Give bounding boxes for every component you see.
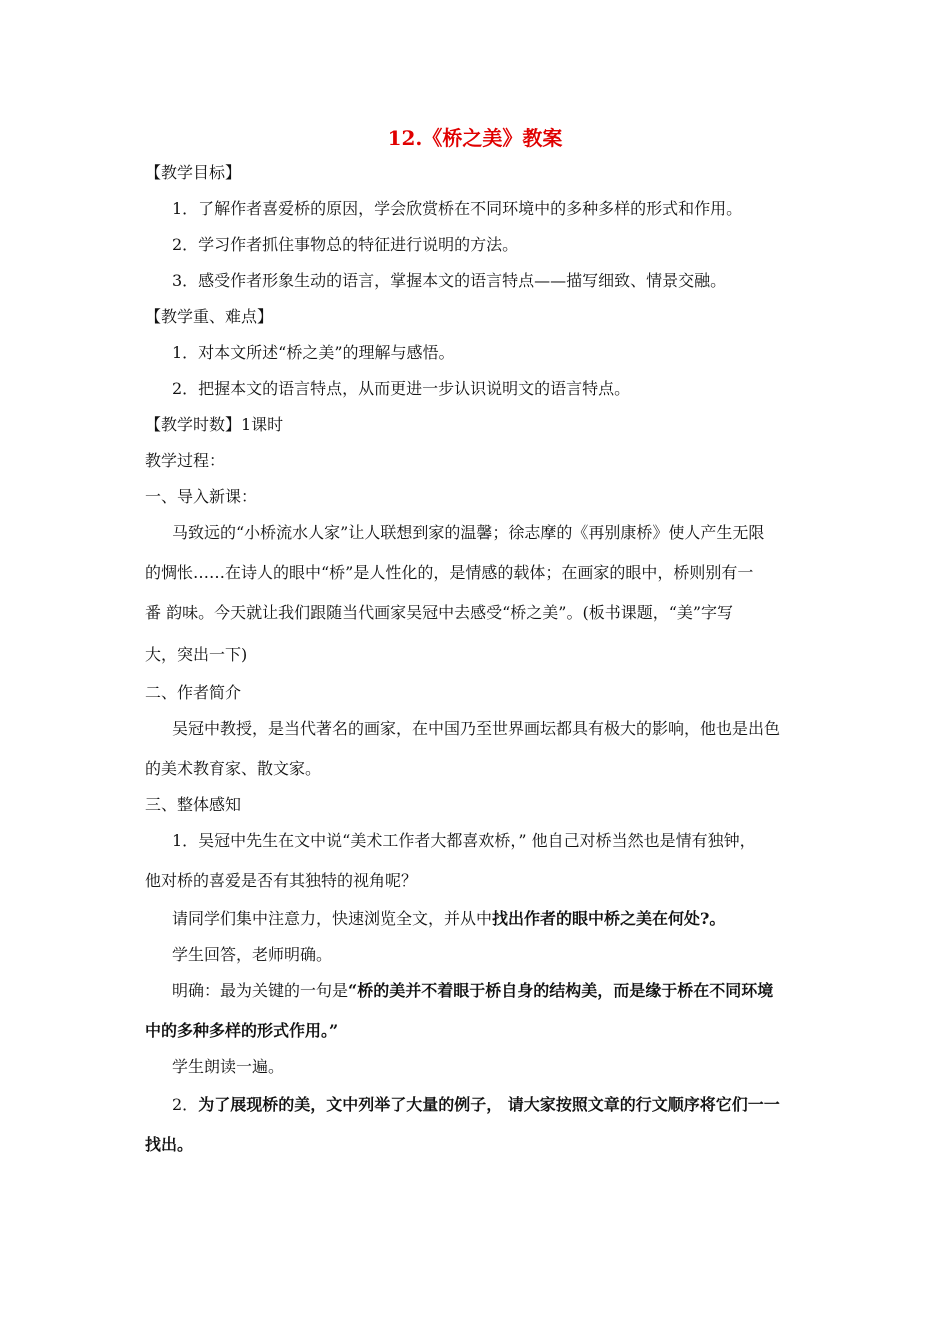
overall-heading: 三、整体感知 (145, 795, 242, 814)
clarify-line (172, 978, 812, 1004)
process-heading: 教学过程： (145, 451, 226, 470)
key-point-item: 1．对本文所述“桥之美”的理解与感悟。 (172, 343, 455, 362)
teaching-hours: 【教学时数】1课时 (145, 415, 284, 434)
key-point-item: 2．把握本文的语言特点，从而更进一步认识说明文的语言特点。 (172, 379, 631, 398)
instruction-emphasis: 找出作者的眼中桥之美在何处?。 (492, 909, 726, 928)
goal-item: 3．感受作者形象生动的语言，掌握本文的语言特点——描写细致、情景交融。 (172, 271, 727, 290)
intro-line: 番 韵味。今天就让我们跟随当代画家吴冠中去感受“桥之美”。(板书课题，“美”字写 (145, 603, 734, 622)
author-heading: 二、作者简介 (145, 683, 242, 702)
key-points-heading: 【教学重、难点】 (145, 307, 274, 326)
author-line: 的美术教育家、散文家。 (145, 759, 322, 778)
author-line: 吴冠中教授，是当代著名的画家，在中国乃至世界画坛都具有极大的影响，他也是出色 (172, 719, 781, 738)
question-2-line (172, 1092, 812, 1118)
question-2-text: 为了展现桥的美，文中列举了大量的例子， 请大家按照文章的行文顺序将它们一一 (198, 1095, 780, 1114)
document-title: 12.《桥之美》教案 (387, 126, 563, 150)
clarify-text: 明确：最为关键的一句是 (172, 981, 349, 1000)
goal-item: 2．学习作者抓住事物总的特征进行说明的方法。 (172, 235, 519, 254)
goal-item: 1．了解作者喜爱桥的原因，学会欣赏桥在不同环境中的多种多样的形式和作用。 (172, 199, 743, 218)
question-1-line: 1．吴冠中先生在文中说“美术工作者大都喜欢桥，” 他自己对桥当然也是情有独钟， (172, 831, 756, 850)
intro-line: 的惆怅……在诗人的眼中“桥”是人性化的，是情感的载体；在画家的眼中，桥则别有一 (145, 563, 754, 582)
instruction-text: 请同学们集中注意力，快速浏览全文，并从中 (172, 909, 493, 928)
goals-heading: 【教学目标】 (145, 163, 242, 182)
intro-heading: 一、导入新课： (145, 487, 258, 506)
intro-line: 大，突出一下) (145, 645, 248, 664)
clarify-emphasis-continued: 中的多种多样的形式作用。” (145, 1021, 339, 1040)
question-2-number: 2． (172, 1095, 199, 1114)
intro-line: 马致远的“小桥流水人家”让人联想到家的温馨；徐志摩的《再别康桥》使人产生无限 (172, 523, 765, 542)
read-aloud-line: 学生朗读一遍。 (172, 1057, 285, 1076)
instruction-line (172, 906, 812, 932)
student-answer-line: 学生回答，老师明确。 (172, 945, 333, 964)
question-1-line: 他对桥的喜爱是否有其独特的视角呢？ (145, 871, 418, 890)
clarify-emphasis: “桥的美并不着眼于桥自身的结构美，而是缘于桥在不同环境 (348, 981, 774, 1000)
question-2-text-continued: 找出。 (145, 1135, 194, 1154)
